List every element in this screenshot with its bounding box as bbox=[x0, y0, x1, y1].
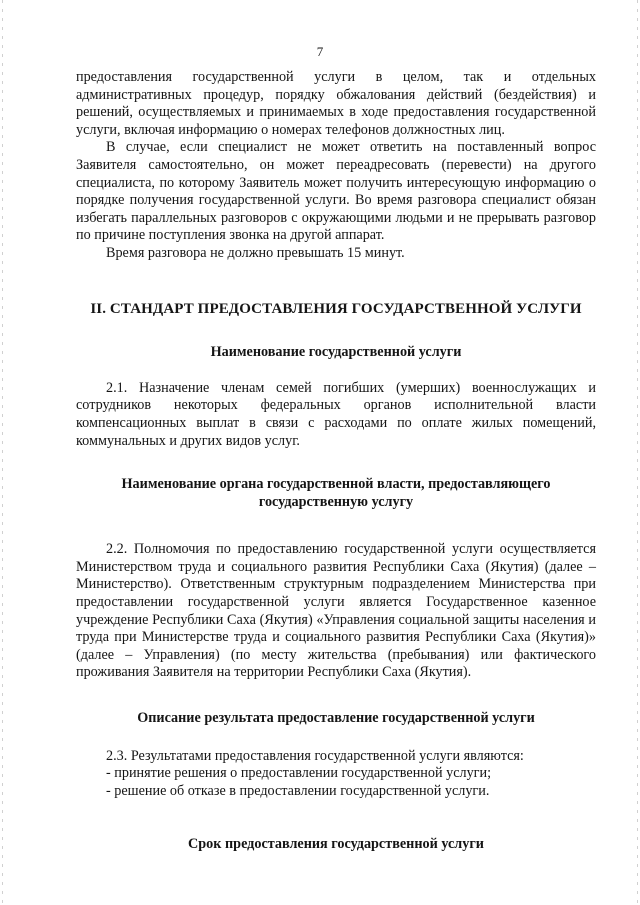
subheading-authority-line1: Наименование органа государственной власти, предоставляющего bbox=[121, 476, 551, 493]
page-number: 7 bbox=[316, 44, 324, 59]
subheading-authority bbox=[76, 476, 596, 511]
paragraph-2-3: 2.3. Результатами предоставления государственной услуги являются: bbox=[106, 747, 524, 764]
scan-edge-right bbox=[637, 0, 638, 905]
subheading-term: Срок предоставления государственной услуги bbox=[188, 836, 484, 853]
result-item-refusal: - решение об отказе в предоставлении государственной услуги. bbox=[106, 782, 490, 799]
subheading-service-name: Наименование государственной услуги bbox=[210, 344, 462, 361]
scan-edge-left bbox=[2, 0, 3, 905]
paragraph-duration: Время разговора не должно превышать 15 минут. bbox=[106, 244, 405, 261]
result-item-approval: - принятие решения о предоставлении государственной услуги; bbox=[106, 765, 492, 782]
subheading-result: Описание результата предоставление государственной услуги bbox=[137, 710, 535, 727]
paragraph-2-1: 2.1. Назначение членам семей погибших (умерших) военнослужащих и сотрудников некоторых федеральных органов исполнительной власти компенсационных выплат в связи с расходами по оплате жилых помещений, коммунальных и других видов услуг. bbox=[76, 379, 596, 449]
paragraph-2-2: 2.2. Полномочия по предоставлению государственной услуги осуществляется Министерством труда и социального развития Республики Саха (Якутия) (далее – Министерство). Ответственным структурным подразделением Министерства при предоставлении государственной услуги является Государственное казенное учреждение Республики Саха (Якутия) «Управления социальной защиты населения и труда при Министерстве труда и социального развития Республики Саха (Якутия)» (далее – Управления) (по месту жительства (пребывания) или фактического проживания Заявителя на территории Республики Саха (Якутия). bbox=[76, 541, 596, 681]
document-body bbox=[76, 69, 596, 854]
paragraph-redirect: В случае, если специалист не может ответить на поставленный вопрос Заявителя самостоятельно, он может переадресовать (перевести) на другого специалиста, по которому Заявитель может получить интересующую информацию о порядке получения государственной услуги. Во время разговора специалист обязан избегать параллельных разговоров с окружающими людьми и не прерывать разговор по причине поступления звонка на другой аппарат. bbox=[76, 139, 596, 244]
section-title: II. СТАНДАРТ ПРЕДОСТАВЛЕНИЯ ГОСУДАРСТВЕННОЙ УСЛУГИ bbox=[90, 300, 582, 317]
subheading-authority-line2: государственную услугу bbox=[258, 493, 414, 510]
paragraph-continuation: предоставления государственной услуги в целом, так и отдельных административных процедур, порядку обжалования действий (бездействия) и решений, осуществляемых и принимаемых в ходе предоставления государственной услуги, включая информацию о номерах телефонов должностных лиц. bbox=[76, 69, 596, 138]
